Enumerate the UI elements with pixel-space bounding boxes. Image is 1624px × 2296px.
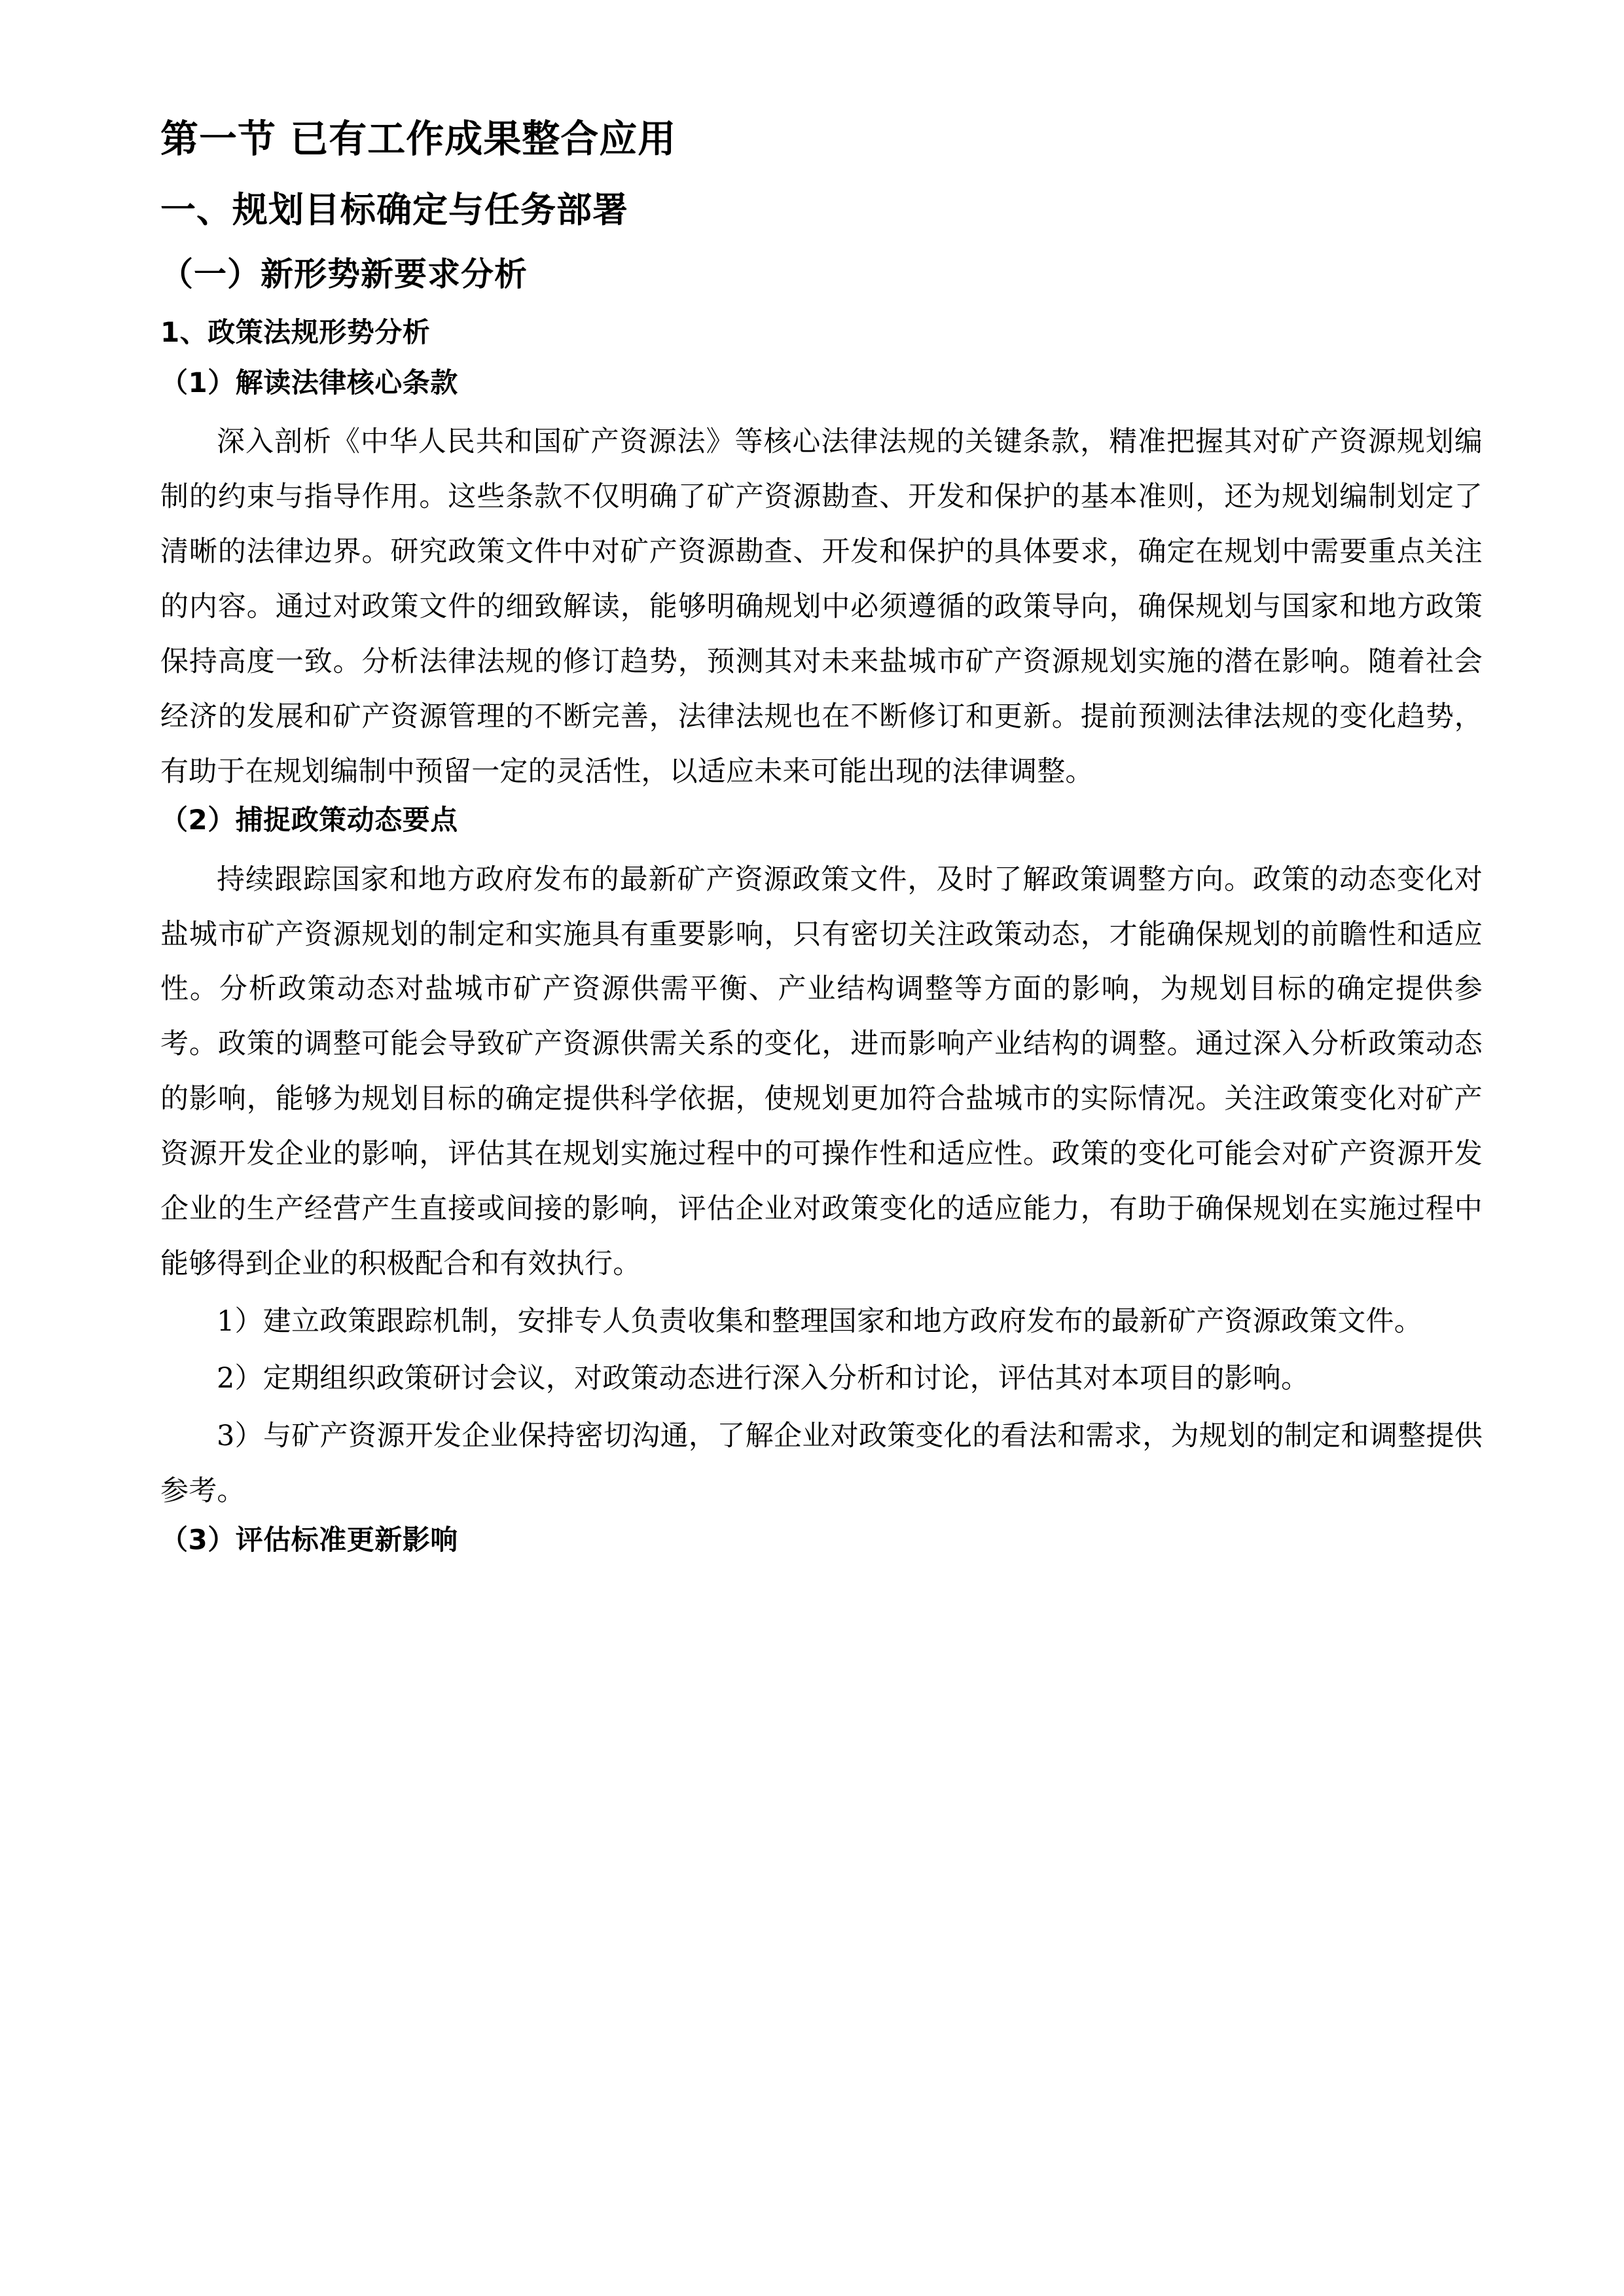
section-title: 第一节 已有工作成果整合应用	[160, 117, 677, 161]
subsection-1-title: （1）解读法律核心条款	[160, 367, 458, 399]
subsection-2-title: （2）捕捉政策动态要点	[160, 804, 458, 836]
heading-level-3: 1、政策法规形势分析	[160, 315, 431, 348]
list-item: 2）定期组织政策研讨会议，对政策动态进行深入分析和讨论，评估其对本项目的影响。	[217, 1362, 1310, 1395]
subsection-3-title: （3）评估标准更新影响	[160, 1523, 458, 1556]
heading-level-1: 一、规划目标确定与任务部署	[160, 189, 628, 231]
heading-level-2: （一）新形势新要求分析	[160, 255, 528, 293]
list-item: 3）与矿产资源开发企业保持密切沟通，了解企业对政策变化的看法和需求，为规划的制定和调整提供参考。	[160, 1420, 1483, 1508]
subsection-2-paragraph: 持续跟踪国家和地方政府发布的最新矿产资源政策文件，及时了解政策调整方向。政策的动态变化对盐城市矿产资源规划的制定和实施具有重要影响，只有密切关注政策动态，才能确保规划的前瞻性和适应性。分析政策动态对盐城市矿产资源供需平衡、产业结构调整等方面的影响，为规划目标的确定提供参考。政策的调整可能会导致矿产资源供需关系的变化，进而影响产业结构的调整。通过深入分析政策动态的影响，能够为规划目标的确定提供科学依据，使规划更加符合盐城市的实际情况。关注政策变化对矿产资源开发企业的影响，评估其在规划实施过程中的可操作性和适应性。政策的变化可能会对矿产资源开发企业的生产经营产生直接或间接的影响，评估企业对政策变化的适应能力，有助于确保规划在实施过程中能够得到企业的积极配合和有效执行。	[160, 863, 1483, 1280]
subsection-1-paragraph: 深入剖析《中华人民共和国矿产资源法》等核心法律法规的关键条款，精准把握其对矿产资源规划编制的约束与指导作用。这些条款不仅明确了矿产资源勘查、开发和保护的基本准则，还为规划编制划定了清晰的法律边界。研究政策文件中对矿产资源勘查、开发和保护的具体要求，确定在规划中需要重点关注的内容。通过对政策文件的细致解读，能够明确规划中必须遵循的政策导向，确保规划与国家和地方政策保持高度一致。分析法律法规的修订趋势，预测其对未来盐城市矿产资源规划实施的潜在影响。随着社会经济的发展和矿产资源管理的不断完善，法律法规也在不断修订和更新。提前预测法律法规的变化趋势，有助于在规划编制中预留一定的灵活性，以适应未来可能出现的法律调整。	[160, 425, 1483, 788]
list-item: 1）建立政策跟踪机制，安排专人负责收集和整理国家和地方政府发布的最新矿产资源政策文件。	[217, 1304, 1422, 1338]
document-body	[160, 115, 1483, 1558]
